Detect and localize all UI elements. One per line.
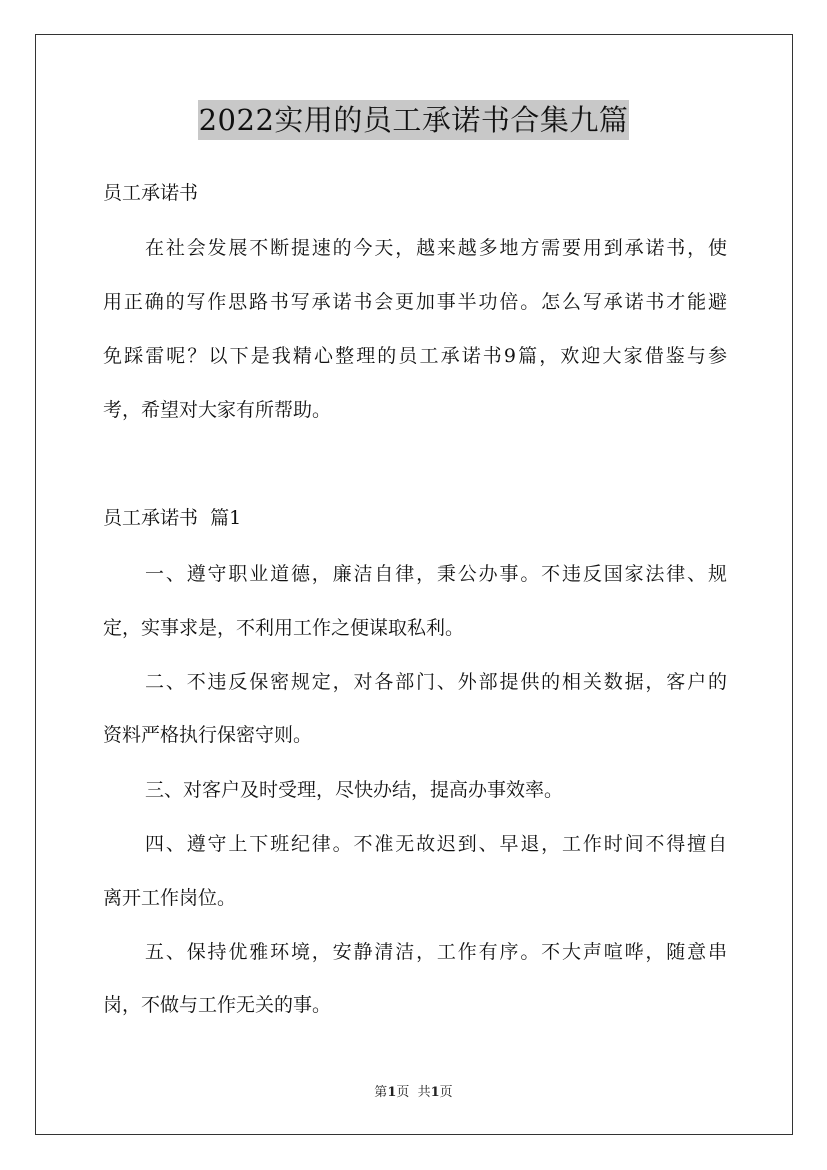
intro-heading: 员工承诺书 (103, 182, 199, 204)
commitment-line: 二、不违反保密规定，对各部门、外部提供的相关数据，客户的 (145, 671, 727, 693)
page-label-suffix: 页 (439, 1085, 453, 1100)
commitment-line: 离开工作岗位。 (103, 887, 237, 909)
page-total: 1 (430, 1085, 440, 1100)
intro-paragraph-line: 考，希望对大家有所帮助。 (103, 399, 332, 421)
page-label-middle: 页 共 (396, 1085, 431, 1100)
title-container (0, 100, 827, 140)
commitment-line: 一、遵守职业道德，廉洁自律，秉公办事。不违反国家法律、规 (145, 563, 727, 585)
intro-paragraph-line: 在社会发展不断提速的今天，越来越多地方需要用到承诺书，使 (145, 237, 727, 259)
page-number: 1 (387, 1085, 397, 1100)
page-footer (0, 1084, 827, 1102)
commitment-line: 定，实事求是，不利用工作之便谋取私利。 (103, 617, 465, 639)
commitment-line: 五、保持优雅环境，安静清洁，工作有序。不大声喧哗，随意串 (145, 941, 727, 963)
commitment-line: 三、对客户及时受理，尽快办结，提高办事效率。 (145, 779, 564, 801)
intro-paragraph-line: 免踩雷呢？以下是我精心整理的员工承诺书9篇，欢迎大家借鉴与参 (103, 345, 727, 367)
section-heading: 员工承诺书 篇1 (103, 507, 242, 529)
commitment-line: 资料严格执行保密守则。 (103, 724, 313, 746)
commitment-line: 四、遵守上下班纪律。不准无故迟到、早退，工作时间不得擅自 (145, 833, 727, 855)
page-label-prefix: 第 (374, 1085, 388, 1100)
commitment-line: 岗，不做与工作无关的事。 (103, 994, 332, 1016)
intro-paragraph-line: 用正确的写作思路书写承诺书会更加事半功倍。怎么写承诺书才能避 (103, 291, 727, 313)
document-title: 2022实用的员工承诺书合集九篇 (198, 100, 630, 140)
